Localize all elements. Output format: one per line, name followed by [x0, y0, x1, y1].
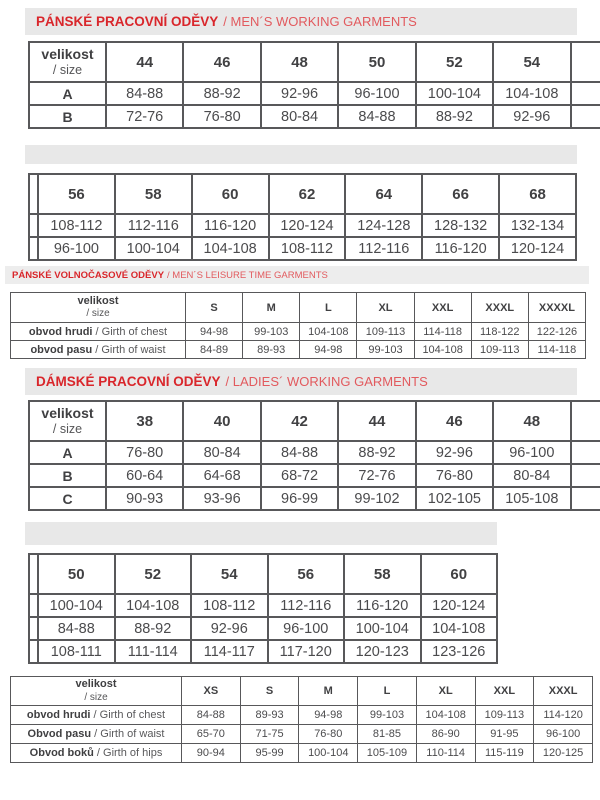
size-label-cz: velikost — [41, 405, 94, 422]
size-range-cell: 109-113 — [357, 323, 414, 341]
table-row — [29, 640, 497, 663]
size-range-cell: 108-111 — [38, 640, 115, 663]
size-column-header: XXXL — [534, 677, 593, 706]
size-column-header: XL — [416, 677, 475, 706]
size-range-cell: 120-123 — [344, 640, 421, 663]
size-column-header: 54 — [493, 42, 570, 82]
size-range-cell: 116-120 — [422, 237, 499, 260]
size-range-cell: 104-108 — [414, 341, 471, 359]
size-range-cell: 116-120 — [344, 594, 421, 617]
size-range-cell: 120-124 — [499, 237, 576, 260]
size-label-cz: velikost — [75, 678, 117, 691]
size-column-header: 50 — [338, 42, 415, 82]
size-range-cell: 86-90 — [416, 725, 475, 744]
size-range-cell: 111-114 — [115, 640, 192, 663]
table-row — [29, 594, 497, 617]
size-range-cell: 92-96 — [191, 617, 268, 640]
size-range-cell: 90-93 — [106, 487, 183, 510]
mens-working-title-band — [25, 8, 577, 35]
table-row — [29, 487, 600, 510]
size-range-cell: 112-116 — [115, 214, 192, 237]
size-range-cell: 92-96 — [416, 441, 493, 464]
size-range-cell: 81-85 — [358, 725, 417, 744]
size-range-cell: 84-88 — [38, 617, 115, 640]
clipped-column-cell — [571, 105, 600, 128]
size-column-header: 54 — [191, 554, 268, 594]
clipped-column-cell — [571, 401, 600, 441]
size-range-cell: 91-95 — [475, 725, 534, 744]
size-column-header: XL — [357, 293, 414, 323]
size-column-header: 38 — [106, 401, 183, 441]
size-range-cell: 117-120 — [268, 640, 345, 663]
size-range-cell: 84-88 — [338, 105, 415, 128]
size-range-cell: 96-100 — [534, 725, 593, 744]
section-separator-band — [25, 522, 497, 545]
size-range-cell: 68-72 — [261, 464, 338, 487]
size-range-cell: 89-93 — [240, 706, 299, 725]
size-range-cell: 80-84 — [183, 441, 260, 464]
row-label-cell: B — [29, 464, 106, 487]
table-row — [29, 441, 600, 464]
table-row — [29, 214, 576, 237]
clipped-column-cell — [29, 640, 38, 663]
size-column-header: 52 — [115, 554, 192, 594]
mens-leisure-title-band — [5, 266, 589, 284]
size-range-cell: 90-94 — [182, 744, 241, 763]
ladies-working-title-cz: DÁMSKÉ PRACOVNÍ ODĚVY — [36, 374, 221, 389]
size-range-cell: 72-76 — [106, 105, 183, 128]
size-range-cell: 84-88 — [106, 82, 183, 105]
header-row — [11, 677, 593, 706]
size-range-cell: 100-104 — [115, 237, 192, 260]
size-column-header: 62 — [269, 174, 346, 214]
size-range-cell: 114-117 — [191, 640, 268, 663]
size-column-header: 44 — [338, 401, 415, 441]
measurement-label-en: / Girth of hips — [93, 747, 163, 759]
table-row — [11, 323, 586, 341]
size-column-header: 58 — [344, 554, 421, 594]
size-range-cell: 96-100 — [493, 441, 570, 464]
header-row — [29, 554, 497, 594]
ladies-working-title-band — [25, 368, 577, 395]
clipped-column-cell — [29, 237, 38, 260]
size-label-en: / size — [86, 308, 110, 320]
ladies-working-sizes-table-1 — [28, 400, 600, 511]
size-range-cell: 80-84 — [261, 105, 338, 128]
table-row — [29, 82, 600, 105]
size-range-cell: 114-118 — [414, 323, 471, 341]
size-range-cell: 116-120 — [192, 214, 269, 237]
table-row — [11, 725, 593, 744]
clipped-column-cell — [571, 487, 600, 510]
size-column-header: 48 — [261, 42, 338, 82]
size-range-cell: 71-75 — [240, 725, 299, 744]
measurement-label-cell — [11, 744, 182, 763]
size-range-cell: 104-108 — [421, 617, 498, 640]
size-range-cell: 124-128 — [345, 214, 422, 237]
measurement-label-cz: obvod hrudi — [28, 325, 93, 338]
size-column-header: 46 — [183, 42, 260, 82]
measurement-label-en: / Girth of chest — [92, 325, 168, 338]
mens-leisure-title-en: / MEN´S LEISURE TIME GARMENTS — [167, 269, 328, 281]
size-range-cell: 88-92 — [115, 617, 192, 640]
size-label-header — [11, 677, 182, 706]
size-range-cell: 132-134 — [499, 214, 576, 237]
size-range-cell: 84-88 — [261, 441, 338, 464]
clipped-column-cell — [29, 214, 38, 237]
size-column-header: XS — [182, 677, 241, 706]
size-range-cell: 120-124 — [421, 594, 498, 617]
size-column-header: 68 — [499, 174, 576, 214]
measurement-label-cz: obvod pasu — [30, 343, 93, 356]
size-range-cell: 60-64 — [106, 464, 183, 487]
size-column-header: 44 — [106, 42, 183, 82]
size-range-cell: 120-125 — [534, 744, 593, 763]
size-range-cell: 95-99 — [240, 744, 299, 763]
size-label-en: / size — [52, 421, 83, 436]
size-label-cz: velikost — [41, 46, 94, 63]
clipped-column-cell — [29, 594, 38, 617]
size-range-cell: 105-109 — [358, 744, 417, 763]
size-range-cell: 100-104 — [299, 744, 358, 763]
clipped-column-cell — [29, 617, 38, 640]
size-range-cell: 88-92 — [183, 82, 260, 105]
measurement-label-cz: obvod hrudi — [26, 709, 91, 721]
size-range-cell: 104-108 — [192, 237, 269, 260]
size-label-header — [11, 293, 186, 323]
size-range-cell: 114-120 — [534, 706, 593, 725]
size-range-cell: 112-116 — [345, 237, 422, 260]
header-row — [29, 174, 576, 214]
measurement-label-cell — [11, 341, 186, 359]
size-range-cell: 65-70 — [182, 725, 241, 744]
table-row — [29, 237, 576, 260]
size-range-cell: 128-132 — [422, 214, 499, 237]
size-range-cell: 76-80 — [183, 105, 260, 128]
size-range-cell: 99-103 — [243, 323, 300, 341]
section-separator-band — [25, 145, 577, 164]
mens-working-sizes-table-2 — [28, 173, 577, 261]
table-row — [11, 341, 586, 359]
measurement-label-cz: Obvod pasu — [27, 728, 92, 740]
size-range-cell: 96-100 — [338, 82, 415, 105]
clipped-column-cell — [29, 554, 38, 594]
size-range-cell: 64-68 — [183, 464, 260, 487]
clipped-column-cell — [571, 42, 600, 82]
size-column-header: XXXL — [471, 293, 528, 323]
size-column-header: S — [240, 677, 299, 706]
size-range-cell: 80-84 — [493, 464, 570, 487]
size-column-header: 46 — [416, 401, 493, 441]
size-column-header: 42 — [261, 401, 338, 441]
size-label-header — [29, 42, 106, 82]
size-column-header: L — [300, 293, 357, 323]
size-range-cell: 104-108 — [115, 594, 192, 617]
row-label-cell: A — [29, 441, 106, 464]
size-range-cell: 123-126 — [421, 640, 498, 663]
size-column-header: 40 — [183, 401, 260, 441]
mens-leisure-sizes-table — [10, 292, 586, 359]
table-row — [11, 744, 593, 763]
size-column-header: 60 — [192, 174, 269, 214]
measurement-label-cell — [11, 706, 182, 725]
measurement-label-en: / Girth of chest — [90, 709, 166, 721]
size-range-cell: 104-108 — [493, 82, 570, 105]
size-range-cell: 96-100 — [268, 617, 345, 640]
size-range-cell: 88-92 — [338, 441, 415, 464]
size-range-cell: 110-114 — [416, 744, 475, 763]
size-column-header: M — [243, 293, 300, 323]
size-column-header: 50 — [38, 554, 115, 594]
table-row — [29, 105, 600, 128]
size-range-cell: 96-99 — [261, 487, 338, 510]
ladies-working-title-en: / LADIES´ WORKING GARMENTS — [225, 374, 428, 389]
measurement-label-cell — [11, 323, 186, 341]
size-range-cell: 122-126 — [528, 323, 585, 341]
size-column-header: 60 — [421, 554, 498, 594]
size-column-header: 64 — [345, 174, 422, 214]
size-range-cell: 109-113 — [475, 706, 534, 725]
size-column-header: S — [186, 293, 243, 323]
table-row — [11, 706, 593, 725]
table-row — [29, 617, 497, 640]
size-column-header: 56 — [38, 174, 115, 214]
size-range-cell: 94-98 — [300, 341, 357, 359]
size-range-cell: 84-89 — [186, 341, 243, 359]
row-label-cell: A — [29, 82, 106, 105]
size-range-cell: 109-113 — [471, 341, 528, 359]
header-row — [29, 42, 600, 82]
size-range-cell: 108-112 — [38, 214, 115, 237]
size-range-cell: 100-104 — [38, 594, 115, 617]
size-range-cell: 102-105 — [416, 487, 493, 510]
clipped-column-cell — [571, 82, 600, 105]
size-column-header: 52 — [416, 42, 493, 82]
size-range-cell: 118-122 — [471, 323, 528, 341]
size-range-cell: 92-96 — [261, 82, 338, 105]
size-range-cell: 76-80 — [106, 441, 183, 464]
mens-working-title-en: / MEN´S WORKING GARMENTS — [223, 14, 417, 29]
size-range-cell: 72-76 — [338, 464, 415, 487]
size-range-cell: 104-108 — [416, 706, 475, 725]
mens-working-title-cz: PÁNSKÉ PRACOVNÍ ODĚVY — [36, 14, 219, 29]
mens-working-sizes-table-1 — [28, 41, 600, 129]
size-label-en: / size — [52, 62, 83, 77]
size-range-cell: 100-104 — [416, 82, 493, 105]
size-range-cell: 94-98 — [299, 706, 358, 725]
size-range-cell: 76-80 — [299, 725, 358, 744]
size-label-header — [29, 401, 106, 441]
measurement-label-cz: Obvod boků — [29, 747, 94, 759]
size-column-header: 66 — [422, 174, 499, 214]
clipped-column-cell — [571, 464, 600, 487]
size-range-cell: 108-112 — [269, 237, 346, 260]
size-range-cell: 108-112 — [191, 594, 268, 617]
size-column-header: M — [299, 677, 358, 706]
size-label-en: / size — [84, 691, 108, 703]
header-row — [11, 293, 586, 323]
mens-leisure-title-cz: PÁNSKÉ VOLNOČASOVÉ ODĚVY — [12, 269, 165, 281]
size-range-cell: 93-96 — [183, 487, 260, 510]
size-column-header: 48 — [493, 401, 570, 441]
measurement-label-cell — [11, 725, 182, 744]
size-range-cell: 120-124 — [269, 214, 346, 237]
size-range-cell: 112-116 — [268, 594, 345, 617]
size-column-header: L — [358, 677, 417, 706]
size-column-header: XXL — [475, 677, 534, 706]
size-range-cell: 99-102 — [338, 487, 415, 510]
size-column-header: XXL — [414, 293, 471, 323]
ladies-working-sizes-table-2 — [28, 553, 498, 664]
size-range-cell: 99-103 — [357, 341, 414, 359]
measurement-label-en: / Girth of waist — [91, 728, 165, 740]
row-label-cell: C — [29, 487, 106, 510]
ladies-working-letter-sizes-table — [10, 676, 593, 763]
size-column-header: 58 — [115, 174, 192, 214]
table-row — [29, 464, 600, 487]
size-range-cell: 89-93 — [243, 341, 300, 359]
size-range-cell: 88-92 — [416, 105, 493, 128]
measurement-label-en: / Girth of waist — [92, 343, 166, 356]
clipped-column-cell — [29, 174, 38, 214]
clipped-column-cell — [571, 441, 600, 464]
size-range-cell: 114-118 — [528, 341, 585, 359]
size-label-cz: velikost — [77, 294, 119, 307]
size-range-cell: 100-104 — [344, 617, 421, 640]
size-column-header: XXXXL — [528, 293, 585, 323]
size-range-cell: 94-98 — [186, 323, 243, 341]
size-range-cell: 96-100 — [38, 237, 115, 260]
size-column-header: 56 — [268, 554, 345, 594]
header-row — [29, 401, 600, 441]
size-range-cell: 84-88 — [182, 706, 241, 725]
size-range-cell: 115-119 — [475, 744, 534, 763]
size-range-cell: 104-108 — [300, 323, 357, 341]
size-range-cell: 99-103 — [358, 706, 417, 725]
size-range-cell: 105-108 — [493, 487, 570, 510]
size-range-cell: 92-96 — [493, 105, 570, 128]
size-range-cell: 76-80 — [416, 464, 493, 487]
row-label-cell: B — [29, 105, 106, 128]
